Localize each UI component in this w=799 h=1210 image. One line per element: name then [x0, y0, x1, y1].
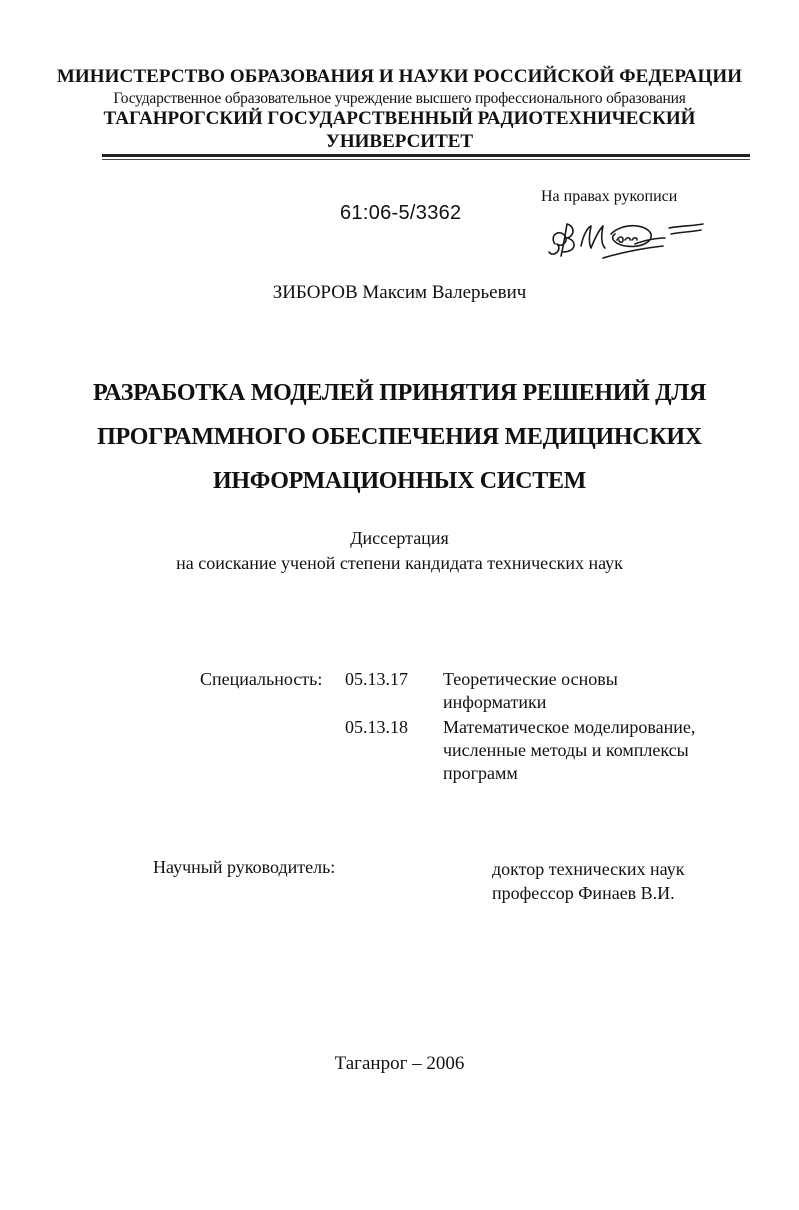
catalog-code: 61:06-5/3362 [340, 202, 462, 224]
signature [545, 214, 710, 274]
specialty-label: Специальность: [200, 669, 323, 689]
header-rule-thin [102, 159, 750, 160]
specialty-description-line: Теоретические основы [443, 669, 618, 689]
specialty-description [443, 716, 743, 785]
title-line: ПРОГРАММНОГО ОБЕСПЕЧЕНИЯ МЕДИЦИНСКИХ [97, 424, 702, 450]
institution-line: Государственное образовательное учреждение высшего профессионального образования [113, 90, 686, 107]
dissertation-title [0, 371, 799, 503]
ministry-heading: МИНИСТЕРСТВО ОБРАЗОВАНИЯ И НАУКИ РОССИЙСКОЙ ФЕДЕРАЦИИ [56, 66, 743, 87]
city-year: Таганрог – 2006 [334, 1053, 465, 1074]
dissertation-purpose: на соискание ученой степени кандидата технических наук [176, 553, 623, 573]
supervisor-name: профессор Финаев В.И. [492, 883, 675, 903]
specialty-description-line: программ [443, 763, 518, 783]
supervisor-degree: доктор технических наук [492, 859, 685, 879]
specialty-description [443, 668, 743, 714]
header-rule-thick [102, 154, 750, 157]
specialty-description-line: информатики [443, 692, 547, 712]
title-line: ИНФОРМАЦИОННЫХ СИСТЕМ [212, 468, 587, 494]
supervisor-label: Научный руководитель: [153, 857, 336, 877]
specialty-code: 05.13.18 [345, 717, 408, 737]
dissertation-type: Диссертация [350, 528, 449, 548]
rights-note: На правах рукописи [541, 188, 678, 205]
specialty-description-line: численные методы и комплексы [443, 740, 689, 760]
specialty-description-line: Математическое моделирование, [443, 717, 696, 737]
university-name-line1: ТАГАНРОГСКИЙ ГОСУДАРСТВЕННЫЙ РАДИОТЕХНИЧЕСКИЙ [103, 108, 696, 129]
university-name-line2: УНИВЕРСИТЕТ [325, 131, 474, 152]
title-line: РАЗРАБОТКА МОДЕЛЕЙ ПРИНЯТИЯ РЕШЕНИЙ ДЛЯ [93, 380, 706, 406]
specialty-code: 05.13.17 [345, 669, 408, 689]
supervisor-info [492, 857, 685, 905]
author-name: ЗИБОРОВ Максим Валерьевич [272, 282, 527, 303]
